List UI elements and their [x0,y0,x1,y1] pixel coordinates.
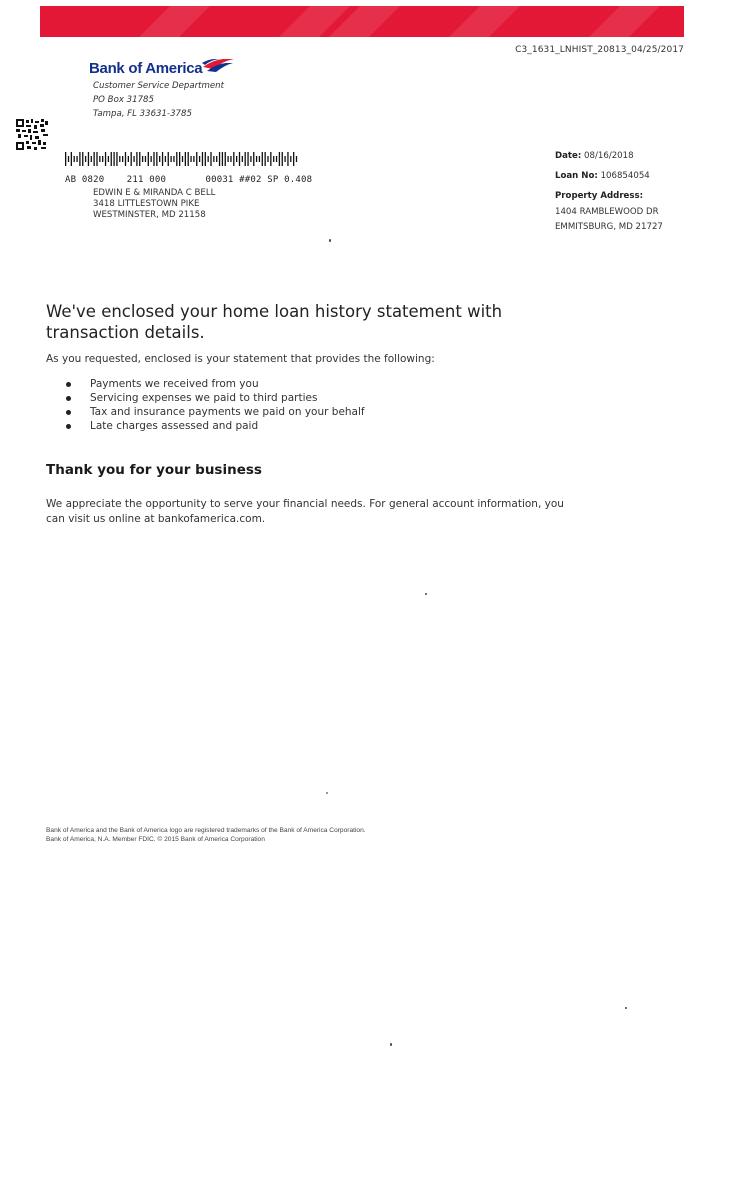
barcode-bar [94,152,95,166]
barcode-bar [145,156,146,162]
barcode-bar [196,152,197,166]
barcode-bar [296,156,297,162]
barcode-bar [105,152,106,166]
barcode-bar [82,152,83,166]
barcode-bar [282,152,283,166]
scan-speck [329,239,331,242]
barcode-bar [273,156,274,162]
barcode-bar [219,152,220,166]
barcode-bar [96,152,97,166]
barcode-bar [227,156,228,162]
logo-wordmark: Bank of America [89,60,203,77]
page-title: We've enclosed your home loan history statement with transaction details. [46,302,503,342]
date-value: 08/16/2018 [584,151,634,161]
barcode-bar [284,156,285,162]
recipient-street: 3418 LITTLESTOWN PIKE [93,199,200,209]
barcode-bar [253,152,254,166]
barcode-bar [165,156,166,162]
postal-barcode-icon [65,152,301,166]
scan-speck [425,593,427,595]
barcode-bar [102,156,103,162]
property-label: Property Address: [555,191,644,201]
property-line1: 1404 RAMBLEWOOD DR [555,207,659,217]
sender-department: Customer Service Department [93,81,224,91]
barcode-bar [159,156,160,162]
bank-of-america-flag-icon [201,58,235,74]
barcode-bar [245,152,246,166]
barcode-bar [182,156,183,162]
barcode-bar [85,156,86,162]
barcode-bar [267,156,268,162]
barcode-bar [190,156,191,162]
barcode-bar [162,152,163,166]
list-item: Tax and insurance payments we paid on your behalf [46,405,365,419]
property-address [555,205,663,235]
barcode-bar [74,156,75,162]
barcode-bar [91,156,92,162]
bullet-icon [66,424,71,429]
mail-sort-code: AB 0820 211 000 00031 ##02 SP 0.408 [65,175,313,185]
barcode-bar [173,156,174,162]
barcode-bar [139,152,140,166]
recipient-city: WESTMINSTER, MD 21158 [93,210,206,220]
sender-address-line2: Tampa, FL 33631-3785 [93,109,192,119]
legal-footer [46,826,366,844]
document-code: C3_1631_LNHIST_20813_04/25/2017 [515,45,684,55]
barcode-bar [79,152,80,166]
barcode-bar [176,152,177,166]
barcode-bar [148,152,149,166]
loan-row [555,171,663,181]
barcode-bar [290,156,291,162]
barcode-bar [113,152,114,166]
barcode-bar [293,152,294,166]
scan-speck [390,1043,392,1046]
barcode-bar [210,152,211,166]
barcode-bar [208,156,209,162]
barcode-bar [133,156,134,162]
barcode-bar [247,152,248,166]
barcode-bar [193,156,194,162]
date-row [555,151,663,161]
barcode-bar [116,152,117,166]
bullet-icon [66,396,71,401]
barcode-bar [216,156,217,162]
bullet-icon [66,410,71,415]
barcode-bar [202,152,203,166]
sender-address-line1: PO Box 31785 [93,95,154,105]
barcode-bar [225,152,226,166]
scan-speck [625,1007,627,1009]
barcode-bar [270,152,271,166]
barcode-bar [233,152,234,166]
barcode-bar [205,152,206,166]
intro-text: As you requested, enclosed is your statement that provides the following: [46,353,435,365]
barcode-bar [99,156,100,162]
barcode-bar [88,152,89,166]
barcode-bar [213,156,214,162]
recipient-address [93,188,215,221]
qr-code-icon [16,119,48,150]
loan-label: Loan No: [555,171,598,181]
barcode-bar [265,152,266,166]
barcode-bar [236,156,237,162]
barcode-bar [151,156,152,162]
barcode-bar [276,156,277,162]
barcode-bar [71,152,72,166]
barcode-bar [256,156,257,162]
statement-meta [555,151,663,235]
barcode-bar [188,152,189,166]
footer-line2: Bank of America, N.A. Member FDIC. © 2015 Bank of America Corporation [46,836,265,843]
loan-value: 106854054 [600,171,650,181]
barcode-bar [242,156,243,162]
bank-logo [89,58,202,80]
list-item: Servicing expenses we paid to third parties [46,391,365,405]
barcode-bar [279,152,280,166]
barcode-bar [239,152,240,166]
barcode-bar [131,152,132,166]
barcode-bar [76,156,77,162]
appreciation-text: We appreciate the opportunity to serve your financial needs. For general account information, you can visit us online at bankofamerica.com. [46,498,564,525]
barcode-bar [111,152,112,166]
barcode-bar [122,156,123,162]
footer-line1: Bank of America and the Bank of America logo are registered trademarks of the Bank of America Corporation. [46,827,366,834]
property-line2: EMMITSBURG, MD 21727 [555,222,663,232]
barcode-bar [156,152,157,166]
date-label: Date: [555,151,582,161]
bullet-icon [66,382,71,387]
scan-speck [326,792,328,794]
barcode-bar [259,156,260,162]
barcode-bar [65,152,66,166]
property-label-row [555,191,663,201]
barcode-bar [230,156,231,162]
barcode-bar [119,156,120,162]
list-item: Payments we received from you [46,377,365,391]
barcode-bar [185,152,186,166]
barcode-bar [262,152,263,166]
barcode-bar [222,152,223,166]
barcode-bar [128,156,129,162]
bullet-list [46,377,365,433]
barcode-bar [179,152,180,166]
barcode-bar [142,156,143,162]
sender-block [93,79,224,121]
barcode-bar [108,156,109,162]
barcode-bar [199,156,200,162]
barcode-bar [68,156,69,162]
barcode-bar [136,152,137,166]
recipient-name: EDWIN E & MIRANDA C BELL [93,188,216,198]
barcode-bar [250,156,251,162]
thanks-heading: Thank you for your business [46,462,262,478]
barcode-bar [170,156,171,162]
barcode-bar [287,152,288,166]
top-red-band [40,6,684,37]
barcode-bar [168,152,169,166]
barcode-bar [125,152,126,166]
list-item: Late charges assessed and paid [46,419,365,433]
barcode-bar [153,152,154,166]
